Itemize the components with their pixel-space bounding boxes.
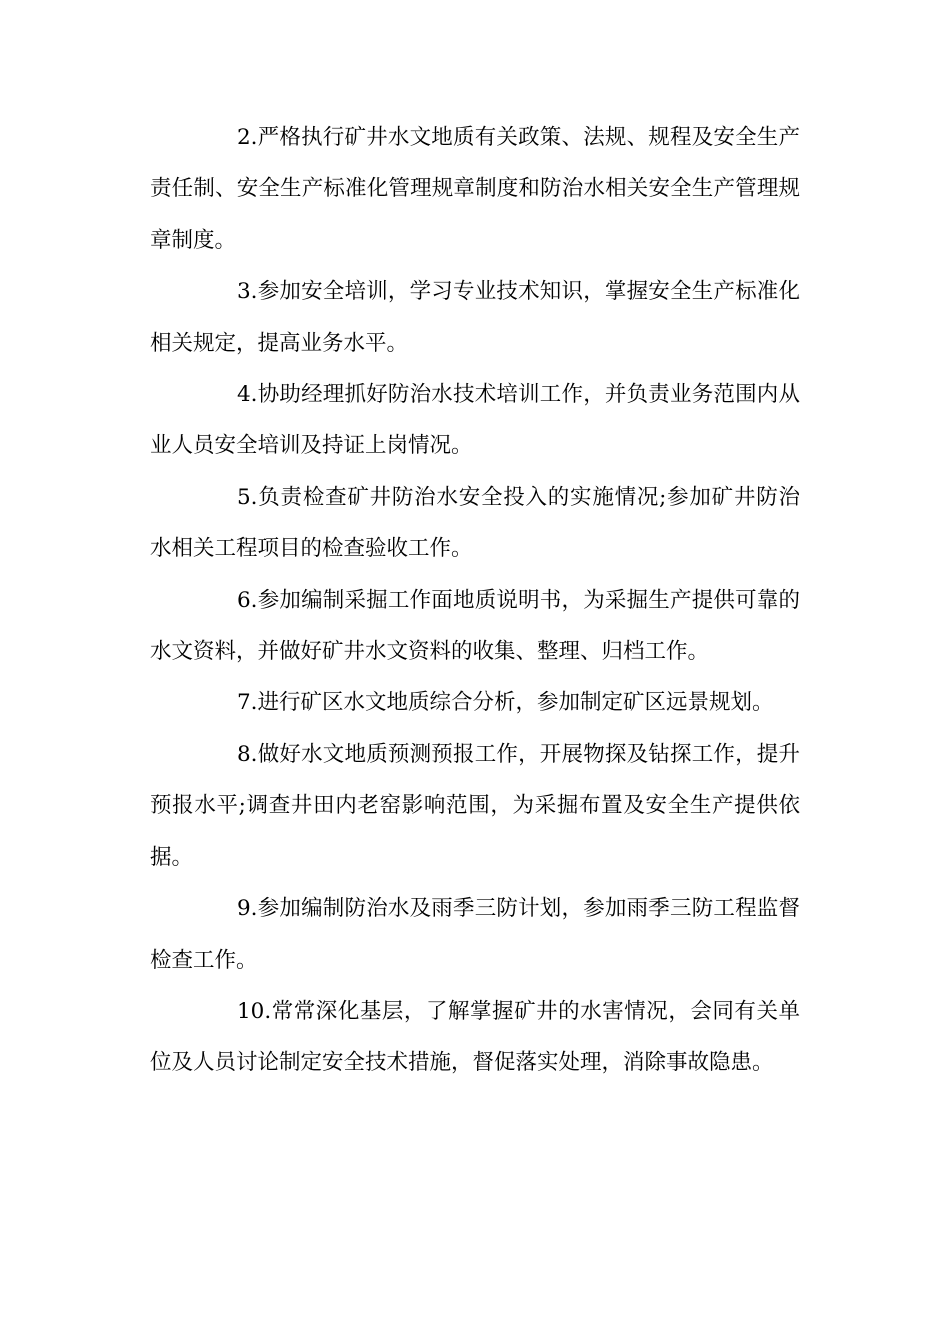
paragraph-item-10: 10.常常深化基层，了解掌握矿井的水害情况，会同有关单位及人员讨论制定安全技术措施，督促落实处理，消除事故隐患。 bbox=[150, 998, 800, 1076]
paragraph-item-3: 3.参加安全培训，学习专业技术知识，掌握安全生产标准化相关规定，提高业务水平。 bbox=[150, 279, 800, 356]
paragraph-item-7: 7.进行矿区水文地质综合分析，参加制定矿区远景规划。 bbox=[237, 690, 774, 716]
paragraph-item-2: 2.严格执行矿井水文地质有关政策、法规、规程及安全生产责任制、安全生产标准化管理规章制度和防治水相关安全生产管理规章制度。 bbox=[150, 125, 800, 253]
paragraph-item-5: 5.负责检查矿井防治水安全投入的实施情况;参加矿井防治水相关工程项目的检查验收工作。 bbox=[150, 484, 800, 562]
document-body bbox=[150, 112, 800, 1089]
paragraph-item-4: 4.协助经理抓好防治水技术培训工作，并负责业务范围内从业人员安全培训及持证上岗情况。 bbox=[150, 382, 800, 459]
paragraph-item-6: 6.参加编制采掘工作面地质说明书，为采掘生产提供可靠的水文资料，并做好矿井水文资料的收集、整理、归档工作。 bbox=[150, 587, 800, 665]
paragraph-item-9: 9.参加编制防治水及雨季三防计划，参加雨季三防工程监督检查工作。 bbox=[150, 896, 800, 973]
paragraph-item-8: 8.做好水文地质预测预报工作，开展物探及钻探工作，提升预报水平;调查井田内老窑影响范围，为采掘布置及安全生产提供依据。 bbox=[150, 741, 800, 870]
